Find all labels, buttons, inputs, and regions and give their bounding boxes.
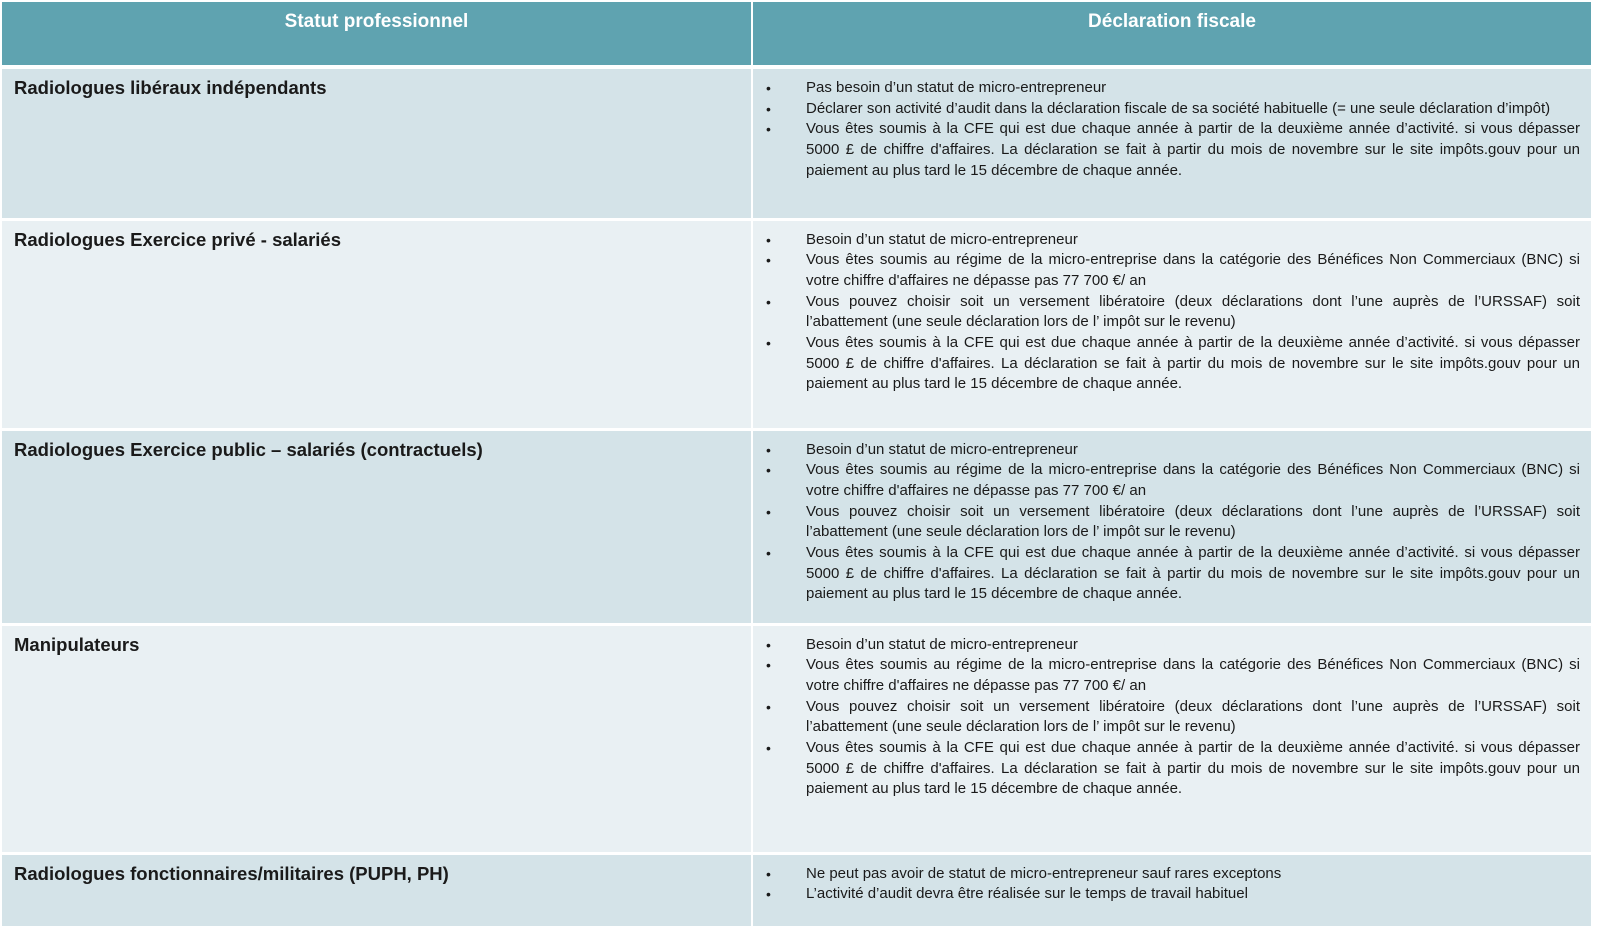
list-item: • Vous êtes soumis à la CFE qui est due chaque année à partir de la deuxième année d’activité. si vous dépasser 5000 £ de chiffre d'affaires. La déclaration se fait à partir du mois de novembre sur le site impôts.gouv pour un paiement au plus tard le 15 décembre de chaque année. [753,738,1580,800]
status-cell: Radiologues Exercice privé - salariés [2,219,752,429]
list-item: • Vous êtes soumis à la CFE qui est due chaque année à partir de la deuxième année d’activité. si vous dépasser 5000 £ de chiffre d'affaires. La déclaration se fait à partir du mois de novembre sur le site impôts.gouv pour un paiement au plus tard le 15 décembre de chaque année. [753,333,1580,395]
status-cell: Manipulateurs [2,624,752,853]
declaration-cell [752,67,1591,219]
list-item: • Pas besoin d’un statut de micro-entrepreneur [753,78,1580,99]
header-statut-professionnel [2,2,752,67]
status-cell: Radiologues fonctionnaires/militaires (PUPH, PH) [2,853,752,927]
list-item: • L’activité d’audit devra être réalisée sur le temps de travail habituel [753,884,1580,905]
list-item: • Vous êtes soumis au régime de la micro-entreprise dans la catégorie des Bénéfices Non Commerciaux (BNC) si votre chiffre d'affaires ne dépasse pas 77 700 €/ an [753,250,1580,291]
table-header-row [2,2,1591,67]
list-item: • Vous pouvez choisir soit un versement libératoire (deux déclarations dont l’une auprès de l’URSSAF) soit l’abattement (une seule déclaration lors de l’ impôt sur le revenu) [753,292,1580,333]
list-item: • Besoin d’un statut de micro-entrepreneur [753,440,1580,461]
list-item: • Vous êtes soumis à la CFE qui est due chaque année à partir de la deuxième année d’activité. si vous dépasser 5000 £ de chiffre d'affaires. La déclaration se fait à partir du mois de novembre sur le site impôts.gouv pour un paiement au plus tard le 15 décembre de chaque année. [753,119,1580,181]
fiscal-status-table [2,2,1591,929]
status-cell: Radiologues libéraux indépendants [2,67,752,219]
declaration-list [753,69,1591,182]
list-item: • Besoin d’un statut de micro-entrepreneur [753,635,1580,656]
status-cell: Radiologues Exercice public – salariés (contractuels) [2,429,752,624]
table-row [2,67,1591,219]
list-item: • Vous pouvez choisir soit un versement libératoire (deux déclarations dont l’une auprès de l’URSSAF) soit l’abattement (une seule déclaration lors de l’ impôt sur le revenu) [753,697,1580,738]
declaration-cell [752,219,1591,429]
declaration-list [753,431,1591,606]
declaration-cell [752,624,1591,853]
table-row [2,429,1591,624]
list-item: • Vous pouvez choisir soit un versement libératoire (deux déclarations dont l’une auprès de l’URSSAF) soit l’abattement (une seule déclaration lors de l’ impôt sur le revenu) [753,502,1580,543]
list-item: • Déclarer son activité d’audit dans la déclaration fiscale de sa société habituelle (= une seule déclaration d’impôt) [753,99,1580,120]
declaration-cell [752,853,1591,927]
declaration-list [753,855,1591,905]
declaration-cell [752,429,1591,624]
list-item: • Besoin d’un statut de micro-entrepreneur [753,230,1580,251]
table-row [2,624,1591,853]
list-item: • Ne peut pas avoir de statut de micro-entrepreneur sauf rares exceptons [753,864,1580,885]
table-row [2,219,1591,429]
header-declaration-fiscale [752,2,1591,67]
list-item: • Vous êtes soumis à la CFE qui est due chaque année à partir de la deuxième année d’activité. si vous dépasser 5000 £ de chiffre d'affaires. La déclaration se fait à partir du mois de novembre sur le site impôts.gouv pour un paiement au plus tard le 15 décembre de chaque année. [753,543,1580,605]
declaration-list [753,221,1591,396]
list-item: • Vous êtes soumis au régime de la micro-entreprise dans la catégorie des Bénéfices Non Commerciaux (BNC) si votre chiffre d'affaires ne dépasse pas 77 700 €/ an [753,655,1580,696]
table-row [2,853,1591,927]
header-label: Déclaration fiscale [1088,11,1256,32]
declaration-list [753,626,1591,801]
header-label: Statut professionnel [284,11,469,32]
list-item: • Vous êtes soumis au régime de la micro-entreprise dans la catégorie des Bénéfices Non Commerciaux (BNC) si votre chiffre d'affaires ne dépasse pas 77 700 €/ an [753,460,1580,501]
